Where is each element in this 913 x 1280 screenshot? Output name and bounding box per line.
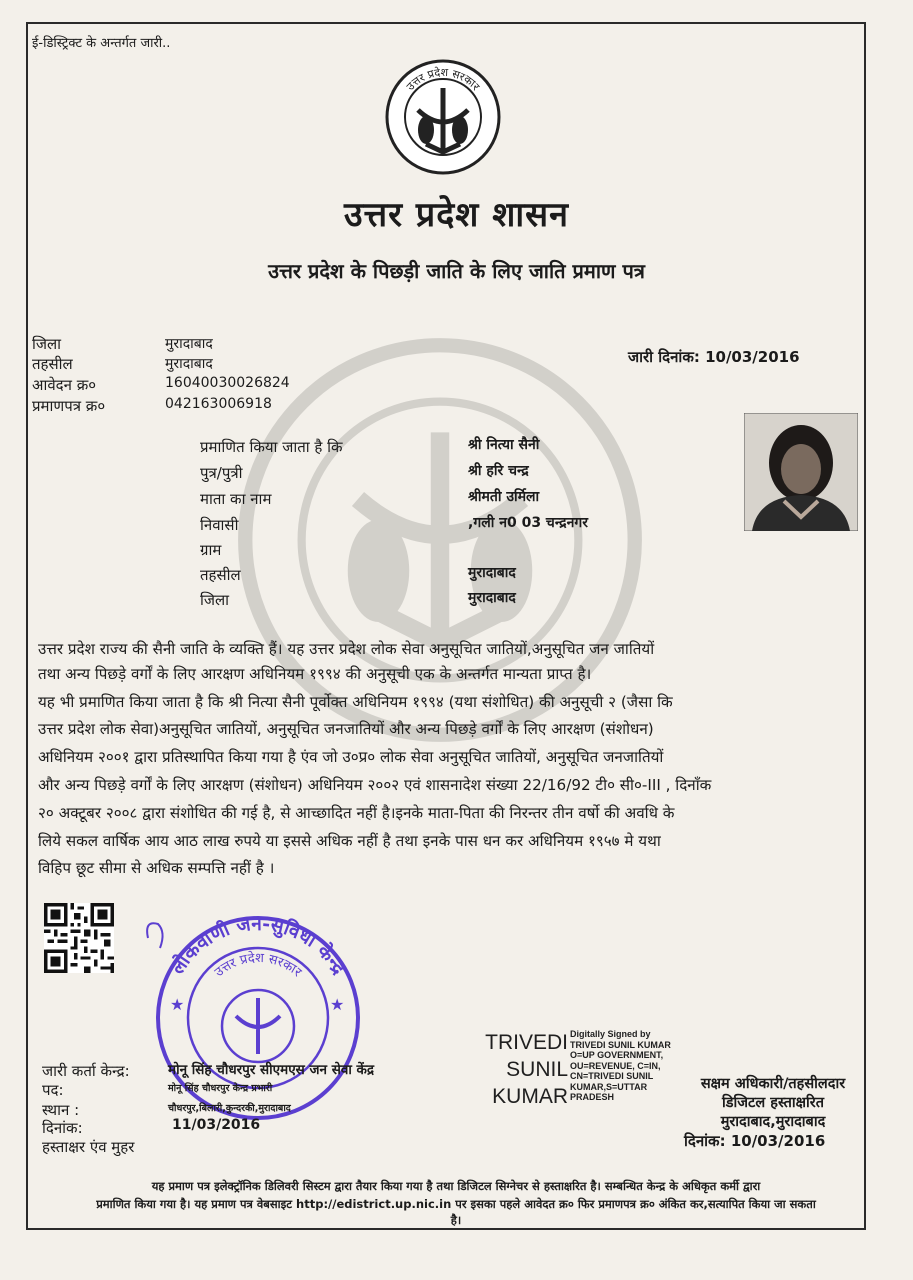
authority-designation: सक्षम अधिकारी/तहसीलदार <box>700 1076 846 1092</box>
page-title: उत्तर प्रदेश शासन <box>343 195 569 235</box>
issuer-post-value: मोनू सिंह चौधरपुर केन्द्र प्रभारी <box>168 1083 273 1094</box>
detail-label: प्रमाणित किया जाता है कि <box>200 438 343 456</box>
application-label: आवेदन क्र० <box>32 376 97 394</box>
sign-and-seal-label: हस्ताक्षर एंव मुहर <box>42 1138 135 1156</box>
body-line: यह भी प्रमाणित किया जाता है कि श्री नित्या सैनी पूर्वोक्त अधिनियम १९९४ (यथा संशोधित) की अनुसूची २ (जैसा कि <box>38 693 673 711</box>
body-line: लिये सकल वार्षिक आय आठ लाख रुपये या इससे अधिक नहीं है तथा इनके पास धन कर अधिनियम १९५७ मे यथा <box>38 832 661 850</box>
signature-detail-line: CN=TRIVEDI SUNIL <box>570 1071 654 1081</box>
body-line: उत्तर प्रदेश राज्य की सैनी जाति के व्यक्ति हैं। यह उत्तर प्रदेश लोक सेवा अनुसूचित जातियों,अनुसूचित जन जातियों <box>38 640 655 658</box>
district-value: मुरादाबाद <box>165 336 213 352</box>
authority-block <box>683 1075 863 1132</box>
detail-value: मुरादाबाद <box>468 565 516 581</box>
emblem-text: उत्तर प्रदेश सरकार <box>403 65 483 94</box>
issuer-date-label: दिनांक: <box>42 1119 83 1137</box>
application-number: 16040030026824 <box>165 375 290 391</box>
detail-label: पुत्र/पुत्री <box>200 464 243 482</box>
stamp-inner-text: उत्तर प्रदेश सरकार <box>211 950 305 981</box>
authority-date-label: दिनांक: <box>684 1132 726 1150</box>
tehsil-label: तहसील <box>32 355 73 373</box>
issuer-place-value: चौधरपुर,बिलारी,कुन्दरकी,मुरादाबाद <box>168 1103 291 1114</box>
authority-location: मुरादाबाद,मुरादाबाद <box>720 1114 826 1130</box>
district-label: जिला <box>32 335 62 353</box>
detail-label: ग्राम <box>200 541 222 559</box>
issuer-post-label: पद: <box>42 1081 64 1099</box>
certificate-label: प्रमाणपत्र क्र० <box>32 397 106 415</box>
issuer-center-value: मोनू सिंह चौधरपुर सीएमएस जन सेवा केंद्र <box>168 1062 375 1078</box>
body-line: अधिनियम २००१ द्वारा प्रतिस्थापित किया गया है एंव जो उ०प्र० लोक सेवा अनुसूचित जातियों, अनुसूचित जनजातियों <box>38 748 664 766</box>
signature-detail-line: KUMAR,S=UTTAR <box>570 1081 648 1092</box>
digital-signature-details <box>570 1029 671 1103</box>
svg-text:लोकवाणी जन-सुविधा केन्द्र <box>165 913 350 979</box>
body-line: और अन्य पिछड़े वर्गों के लिए आरक्षण (संशोधन) अधिनियम २००२ एवं शासनादेश संख्या 22/16/92 टी० सी०-III , दिनाँक <box>38 776 712 794</box>
signature-detail-line: OU=REVENUE, C=IN, <box>570 1060 661 1071</box>
signature-detail-line: Digitally Signed by <box>570 1029 651 1039</box>
certificate-subtitle: उत्तर प्रदेश के पिछड़ी जाति के लिए जाति प्रमाण पत्र <box>268 259 645 283</box>
authority-signature-type: डिजिटल हस्ताक्षरित <box>722 1095 824 1111</box>
detail-label: निवासी <box>200 516 239 534</box>
issue-date-label: जारी दिनांक: <box>628 348 700 366</box>
signer-name-line: SUNIL <box>506 1058 568 1081</box>
applicant-photo <box>744 413 858 531</box>
qr-code <box>44 903 114 973</box>
footer-line: प्रमाणित किया गया है। यह प्रमाण पत्र वेबसाइट http://edistrict.up.nic.in पर इसका पहले आवेदत क्र० फिर प्रमाणपत्र क्र० अंकित कर,सत्यापित किया जा सकता <box>96 1197 816 1211</box>
body-line: उत्तर प्रदेश लोक सेवा)अनुसूचित जातियों, अनुसूचित जनजातियों और अन्य पिछड़े वर्गों के लिए आरक्षण (संशोधन) <box>38 720 654 738</box>
issuer-center-label: जारी कर्ता केन्द्र: <box>42 1062 130 1080</box>
authority-date <box>684 1131 825 1151</box>
up-government-emblem <box>384 58 502 176</box>
signature-detail-line: PRADESH <box>570 1092 615 1102</box>
certificate-number: 042163006918 <box>165 396 272 412</box>
body-line: २० अक्टूबर २००८ द्वारा संशोधित की गई है, से आच्छादित नहीं है।इनके माता-पिता की निरन्तर तीन वर्षो की अवधि के <box>38 804 675 822</box>
detail-value: श्रीमती उर्मिला <box>468 489 540 505</box>
body-line: विहिप छूट सीमा से अधिक सम्पत्ति नहीं है । <box>38 859 275 877</box>
signature-detail-line: TRIVEDI SUNIL KUMAR <box>570 1039 671 1050</box>
digital-signature-name <box>466 1029 568 1110</box>
svg-text:★: ★ <box>330 995 345 1014</box>
stamp-outer-text: लोकवाणी जन-सुविधा केन्द्र <box>166 912 350 979</box>
body-line: तथा अन्य पिछड़े वर्गों के लिए आरक्षण अधिनियम १९९४ की अनुसूची एक के अन्तर्गत मान्यता प्राप्त है। <box>38 665 592 683</box>
detail-value: श्री नित्या सैनी <box>468 437 540 453</box>
tehsil-value: मुरादाबाद <box>165 356 213 372</box>
detail-label: जिला <box>200 591 230 609</box>
detail-value: मुरादाबाद <box>468 590 516 606</box>
signer-name-line: TRIVEDI <box>485 1031 568 1054</box>
issue-date <box>628 347 800 367</box>
issuer-date-value: 11/03/2016 <box>172 1117 261 1133</box>
seal-stamp <box>140 908 368 1128</box>
issuer-place-label: स्थान : <box>42 1101 80 1119</box>
detail-label: तहसील <box>200 566 241 584</box>
footer-line: यह प्रमाण पत्र इलेक्ट्रॉनिक डिलिवरी सिस्टम द्वारा तैयार किया गया है तथा डिजिटल सिग्नेचर से हस्ताक्षरित है। सम्बन्धित केन्द्र के अधिकृत कर्मी द्वारा <box>151 1179 761 1193</box>
footer-line: है। <box>450 1213 462 1227</box>
detail-value: श्री हरि चन्द्र <box>468 463 529 479</box>
signature-detail-line: O=UP GOVERNMENT, <box>570 1050 664 1060</box>
issue-date-value: 10/03/2016 <box>705 348 800 366</box>
top-note: ई-डिस्ट्रिक्ट के अन्तर्गत जारी.. <box>32 36 171 51</box>
detail-value: ,गली न0 03 चन्द्रनगर <box>468 515 588 531</box>
signer-name-line: KUMAR <box>492 1085 568 1108</box>
authority-date-value: 10/03/2016 <box>730 1132 826 1150</box>
detail-label: माता का नाम <box>200 490 272 508</box>
svg-text:★: ★ <box>170 995 185 1014</box>
